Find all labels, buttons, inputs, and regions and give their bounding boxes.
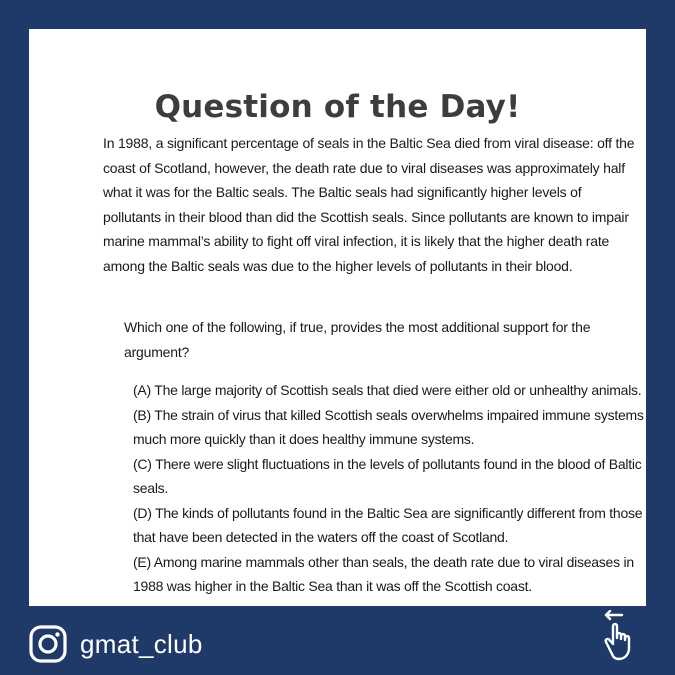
instagram-icon[interactable]: [29, 625, 67, 663]
answer-option-a: (A) The large majority of Scottish seals that died were either old or unhealthy animals.: [133, 382, 642, 398]
question-card: [29, 29, 646, 606]
passage-text: In 1988, a significant percentage of seals in the Baltic Sea died from viral disease: off the coast of Scotland, however, the death rate due to viral diseases was approximately half what it was for the Baltic seals. The Baltic seals had significantly higher levels of pollutants in their blood than did the Scottish seals. Since pollutants are known to impair marine mammal’s ability to fight off viral infection, it is likely that the higher death rate among the Baltic seals was due to the higher levels of pollutants in their blood.: [103, 135, 635, 274]
answer-option-c: (C) There were slight fluctuations in the levels of pollutants found in the blood of Baltic seals.: [133, 455, 642, 496]
instagram-handle[interactable]: gmat_club: [80, 629, 203, 659]
answer-option-b: (B) The strain of virus that killed Scottish seals overwhelms impaired immune systems much more quickly than it does healthy immune systems.: [133, 406, 644, 447]
answer-option-d: (D) The kinds of pollutants found in the Baltic Sea are significantly different from those that have been detected in the waters off the coast of Scotland.: [133, 504, 643, 545]
answer-option-e: (E) Among marine mammals other than seals, the death rate due to viral diseases in 1988 was higher in the Baltic Sea than it was off the Scottish coast.: [133, 553, 634, 594]
swipe-hand-icon: [600, 610, 646, 664]
answer-options: [133, 378, 667, 599]
question-stem: Which one of the following, if true, provides the most additional support for the argument?: [124, 319, 591, 360]
page-title: Question of the Day!: [154, 89, 521, 125]
